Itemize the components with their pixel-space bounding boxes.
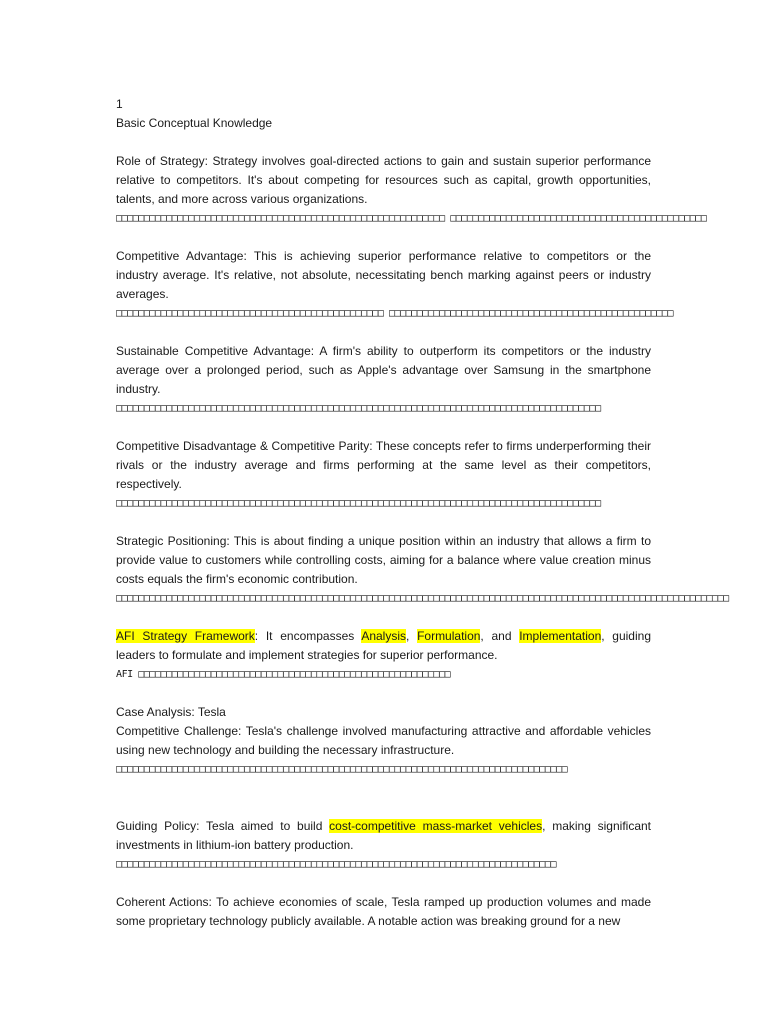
highlight-formulation: Formulation <box>417 629 481 643</box>
guiding-policy-text-2: , making significant investments in lithium-ion battery production. <box>116 819 652 852</box>
competitive-disadvantage-paragraph: Competitive Disadvantage & Competitive Parity: These concepts refer to firms underperforming their rivals or the industry average and firms performing at the same level as their competitors, respectively. <box>116 439 651 491</box>
highlight-cost-competitive-vehicles: cost-competitive mass-market vehicles <box>329 819 543 833</box>
highlight-afi-strategy-framework: AFI Strategy Framework <box>116 629 255 643</box>
competitive-challenge-paragraph: Competitive Challenge: Tesla's challenge involved manufacturing attractive and affordable vehicles using new technology and building the necessary infrastructure. <box>116 724 651 757</box>
highlight-implementation: Implementation <box>519 629 602 643</box>
sustainable-advantage-thai-line: □□□□□□□□□□□□□□□□□□□□□□□□□□□□□□□□□□□□□□□□□□□□□□□□□□□□□□□□□□□□□□□□□□□□□□□□□□□□□□□□□□□□□□□ <box>116 403 601 414</box>
document-body <box>116 95 729 931</box>
guiding-policy-paragraph <box>116 817 651 855</box>
competitive-disadvantage-thai-line: □□□□□□□□□□□□□□□□□□□□□□□□□□□□□□□□□□□□□□□□□□□□□□□□□□□□□□□□□□□□□□□□□□□□□□□□□□□□□□□□□□□□□□□ <box>116 498 601 509</box>
strategic-positioning-paragraph: Strategic Positioning: This is about finding a unique position within an industry that allows a firm to provide value to customers while controlling costs, aiming for a balance where value creation minus costs equals the firm's economic contribution. <box>116 534 651 586</box>
case-analysis-title: Case Analysis: Tesla <box>116 705 226 719</box>
page-number: 1 <box>116 97 123 111</box>
document-heading: Basic Conceptual Knowledge <box>116 116 273 130</box>
afi-text-1: : It encompasses <box>254 629 362 643</box>
role-of-strategy-paragraph: Role of Strategy: Strategy involves goal-directed actions to gain and sustain superior performance relative to competitors. It's about competing for resources such as capital, growth opportunities, talents, and more across various organizations. <box>116 154 651 206</box>
strategic-positioning-thai-line: □□□□□□□□□□□□□□□□□□□□□□□□□□□□□□□□□□□□□□□□□□□□□□□□□□□□□□□□□□□□□□□□□□□□□□□□□□□□□□□□□□□□□□□□□□□□□□□□□□□□□□□□□□□□□□ <box>116 593 729 604</box>
guiding-policy-text-1: Guiding Policy: Tesla aimed to build <box>116 819 330 833</box>
afi-text-3: , and <box>480 629 520 643</box>
competitive-advantage-paragraph: Competitive Advantage: This is achieving superior performance relative to competitors or the industry average. It's relative, not absolute, necessitating bench marking against peers or industry averages. <box>116 249 651 301</box>
coherent-actions-paragraph: Coherent Actions: To achieve economies of scale, Tesla ramped up production volumes and made some proprietary technology publicly available. A notable action was breaking ground for a new <box>116 895 651 928</box>
competitive-advantage-thai-line: □□□□□□□□□□□□□□□□□□□□□□□□□□□□□□□□□□□□□□□□□□□□□□□□ □□□□□□□□□□□□□□□□□□□□□□□□□□□□□□□□□□□□□□□□□□□□□□□□□□□ <box>116 308 674 319</box>
afi-text-2: , <box>406 629 418 643</box>
afi-framework-thai-line: AFI □□□□□□□□□□□□□□□□□□□□□□□□□□□□□□□□□□□□□□□□□□□□□□□□□□□□□□□□ <box>116 669 451 680</box>
sustainable-advantage-paragraph: Sustainable Competitive Advantage: A firm's ability to outperform its competitors or the industry average over a prolonged period, such as Apple's advantage over Samsung in the smartphone industry. <box>116 344 651 396</box>
highlight-analysis: Analysis <box>361 629 407 643</box>
guiding-policy-thai-line: □□□□□□□□□□□□□□□□□□□□□□□□□□□□□□□□□□□□□□□□□□□□□□□□□□□□□□□□□□□□□□□□□□□□□□□□□□□□□□□ <box>116 859 557 870</box>
afi-text-4: , guiding leaders to formulate and implement strategies for superior performance. <box>116 629 651 662</box>
role-of-strategy-thai-line: □□□□□□□□□□□□□□□□□□□□□□□□□□□□□□□□□□□□□□□□□□□□□□□□□□□□□□□□□□□ □□□□□□□□□□□□□□□□□□□□□□□□□□□□□□□□□□□□□□□□□□□□□□ <box>116 213 707 224</box>
afi-framework-paragraph <box>116 627 651 665</box>
competitive-challenge-thai-line: □□□□□□□□□□□□□□□□□□□□□□□□□□□□□□□□□□□□□□□□□□□□□□□□□□□□□□□□□□□□□□□□□□□□□□□□□□□□□□□□□ <box>116 764 568 775</box>
